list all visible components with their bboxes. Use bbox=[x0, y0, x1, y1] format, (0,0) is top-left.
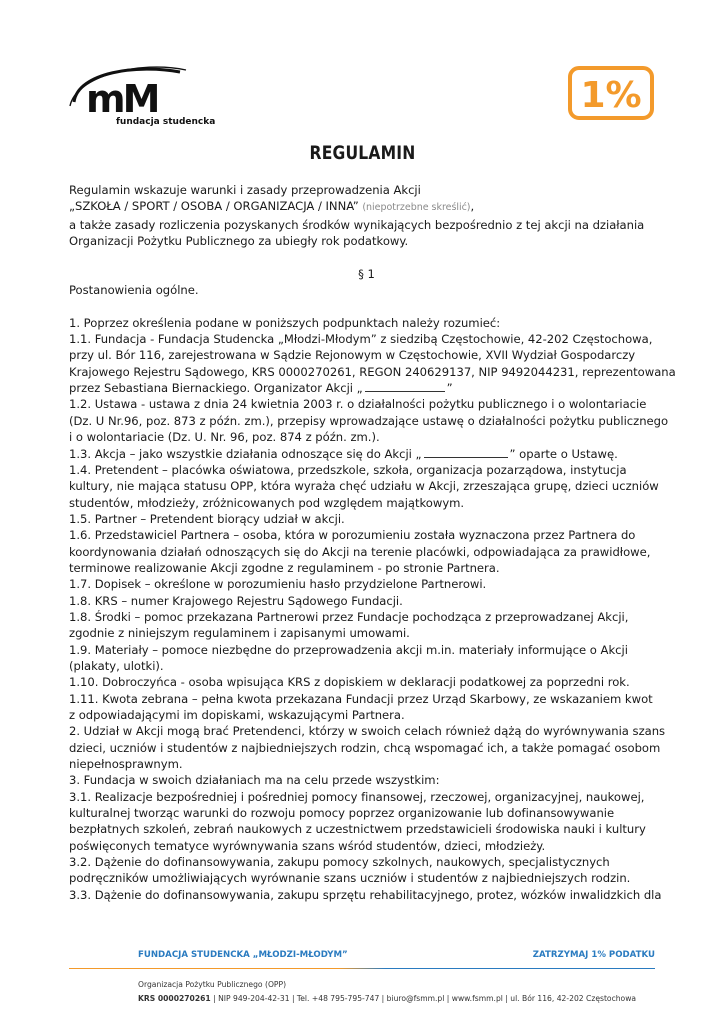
item-line: (Dz. U Nr.96, poz. 873 z późn. zm.), przepisy wprowadzające ustawę o działalności pożytku publicznego bbox=[69, 413, 669, 428]
item-line: 2. Udział w Akcji mogą brać Pretendenci, którzy w swoich celach również dążą do wyrównywania szans bbox=[69, 724, 666, 739]
item-line: poświęconych tematyce wyrównywania szans wśród studentów, dzieci, młodzieży. bbox=[69, 838, 546, 853]
item-line: 1.8. KRS – numer Krajowego Rejestru Sądowego Fundacji. bbox=[69, 593, 403, 608]
item-line: studentów, młodzieży, zróżnicowanych pod względem majątkowym. bbox=[69, 495, 465, 510]
item-line bbox=[69, 380, 664, 396]
section-number: § 1 bbox=[358, 266, 375, 281]
fundacja-studencka-logo bbox=[68, 62, 216, 128]
intro-hint: (niepotrzebne skreślić) bbox=[362, 202, 471, 214]
logo-caption: fundacja studencka bbox=[116, 117, 216, 127]
footer-krs: KRS 0000270261 bbox=[138, 994, 211, 1003]
footer-divider bbox=[69, 968, 655, 969]
item-line: Krajowego Rejestru Sądowego, KRS 0000270261, REGON 240629137, NIP 9492044231, reprezentowana bbox=[69, 364, 676, 379]
item-line: 1.10. Dobroczyńca - osoba wpisująca KRS z dopiskiem w deklaracji podatkowej za poprzedni rok. bbox=[69, 675, 630, 690]
footer-opp: Organizacja Pożytku Publicznego (OPP) bbox=[138, 980, 287, 989]
section-title: Postanowienia ogólne. bbox=[69, 283, 199, 298]
item-line: 3.1. Realizacje bezpośredniej i pośredniej pomocy finansowej, rzeczowej, organizacyjnej, naukowej, bbox=[69, 789, 645, 804]
footer-slogan: ZATRZYMAJ 1% PODATKU bbox=[532, 950, 655, 960]
intro-options: „SZKOŁA / SPORT / OSOBA / ORGANIZACJA / INNA” bbox=[69, 199, 359, 214]
page-footer bbox=[69, 950, 655, 1003]
item-line bbox=[69, 446, 664, 462]
fill-in-blank bbox=[424, 447, 508, 458]
item-line: 1.1. Fundacja - Fundacja Studencka „Młodzi-Młodym” z siedzibą Częstochowie, 42-202 Częstochowa, bbox=[69, 332, 653, 347]
item-line: terminowe realizowanie Akcji zgodne z regulaminem - po stronie Partnera. bbox=[69, 560, 500, 575]
item-line: przy ul. Bór 116, zarejestrowana w Sądzie Rejonowym w Częstochowie, XVII Wydział Gospodarczy bbox=[69, 348, 636, 363]
item-line: 1.11. Kwota zebrana – pełna kwota przekazana Fundacji przez Urząd Skarbowy, ze wskazaniem kwot bbox=[69, 691, 653, 706]
item-line: 3. Fundacja w swoich działaniach ma na celu przede wszystkim: bbox=[69, 773, 440, 788]
footer-headline bbox=[69, 950, 655, 960]
item-line: dzieci, uczniów i studentów z najbiedniejszych rodzin, chcą wspomagać ich, a także pomagać osobom bbox=[69, 740, 661, 755]
item-line: 3.3. Dążenie do dofinansowywania, zakupu sprzętu rehabilitacyjnego, protez, wózków inwalidzkich dla bbox=[69, 887, 662, 902]
item-line: (plakaty, ulotki). bbox=[69, 658, 164, 673]
regulation-body bbox=[69, 182, 676, 903]
fill-in-blank bbox=[365, 381, 445, 392]
item-line: niepełnosprawnym. bbox=[69, 757, 183, 772]
item-text: ” oparte o Ustawę. bbox=[509, 446, 618, 461]
item-line: 1.6. Przedstawiciel Partnera – osoba, która w porozumieniu została wyznaczona przez Partnera do bbox=[69, 528, 636, 543]
page-title: REGULAMIN bbox=[309, 142, 416, 164]
item-line: 1.5. Partner – Pretendent biorący udział w akcji. bbox=[69, 511, 345, 526]
item-line: 1.8. Środki – pomoc przekazana Partnerowi przez Fundacje pochodząca z przeprowadzanej Akcji, bbox=[69, 609, 629, 624]
item-line: 1.7. Dopisek – określone w porozumieniu hasło przydzielone Partnerowi. bbox=[69, 577, 487, 592]
intro-line: Organizacji Pożytku Publicznego za ubiegły rok podatkowy. bbox=[69, 234, 409, 249]
item-line: 3.2. Dążenie do dofinansowywania, zakupu pomocy szkolnych, naukowych, specjalistycznych bbox=[69, 855, 610, 870]
item-line: podręczników umożliwiających wyrównanie szans uczniów i studentów z najbiedniejszych rodzin. bbox=[69, 871, 631, 886]
item-line: i o wolontariacie (Dz. U. Nr. 96, poz. 874 z późn. zm.). bbox=[69, 430, 380, 445]
one-percent-badge bbox=[568, 66, 654, 120]
item-text: przez Sebastiana Biernackiego. Organizator Akcji „ bbox=[69, 381, 363, 396]
item-text: 1.3. Akcja – jako wszystkie działania odnoszące się do Akcji „ bbox=[69, 446, 422, 461]
item-line: koordynowania działań odnoszących się do Akcji na terenie placówki, odpowiadająca za prawidłowe, bbox=[69, 544, 651, 559]
item-line: z odpowiadającymi im dopiskami, wskazującymi Partnera. bbox=[69, 708, 405, 722]
item-line: kultury, nie mająca statusu OPP, która wyraża chęć udziału w Akcji, zrzeszająca grupę, dzieci uczniów bbox=[69, 479, 659, 494]
intro-comma: , bbox=[470, 199, 475, 214]
footer-foundation-name: FUNDACJA STUDENCKA „MŁODZI-MŁODYM” bbox=[138, 950, 348, 960]
item-line: zgodnie z niniejszym regulaminem i zapisanymi umowami. bbox=[69, 626, 410, 641]
item-line: 1.2. Ustawa - ustawa z dnia 24 kwietnia 2003 r. o działalności pożytku publicznego i o wolontariacie bbox=[69, 397, 647, 412]
item-line: bezpłatnych szkoleń, zebrań naukowych z uczestnictwem przedstawicieli środowiska nauki i kultury bbox=[69, 822, 646, 837]
item-line: 1. Poprzez określenia podane w poniższych podpunktach należy rozumieć: bbox=[69, 315, 501, 330]
footer-contact-details: | NIP 949-204-42-31 | Tel. +48 795-795-747 | biuro@fsmm.pl | www.fsmm.pl | ul. Bór 116, 42-202 Częstochowa bbox=[213, 994, 637, 1003]
logo-letters: mM bbox=[86, 77, 158, 121]
intro-line: a także zasady rozliczenia pozyskanych środków wynikających bezpośrednio z tej akcji na działania bbox=[69, 217, 645, 232]
item-line: 1.4. Pretendent – placówka oświatowa, przedszkole, szkoła, organizacja pozarządowa, instytucja bbox=[69, 462, 627, 477]
badge-text: 1% bbox=[580, 75, 642, 116]
intro-line: Regulamin wskazuje warunki i zasady przeprowadzenia Akcji bbox=[69, 183, 421, 197]
intro-line bbox=[69, 198, 664, 216]
item-text: ” bbox=[446, 381, 453, 396]
footer-contact bbox=[138, 994, 636, 1003]
item-line: 1.9. Materiały – pomoce niezbędne do przeprowadzenia akcji m.in. materiały informujące o Akcji bbox=[69, 642, 628, 657]
item-line: kulturalnej tworząc warunki do rozwoju pomocy poprzez organizowanie lub dofinansowywanie bbox=[69, 806, 615, 821]
